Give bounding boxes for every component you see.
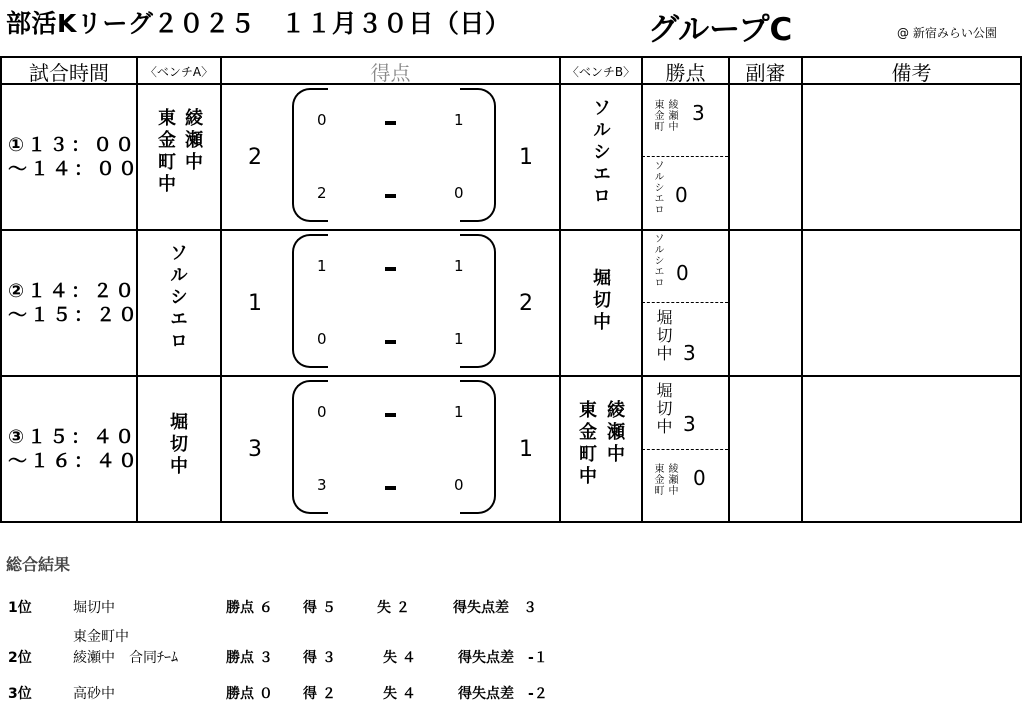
col-divider	[1020, 56, 1022, 523]
col-divider	[220, 56, 222, 523]
score-a: 1	[248, 291, 262, 316]
wp-top-points: 3	[692, 101, 705, 125]
bench-a-team: ソルシエロ	[167, 243, 188, 353]
wp-top-team	[651, 99, 663, 149]
match-start-time: ③１５：４０	[8, 426, 138, 448]
wp-bottom-points: 3	[683, 341, 696, 365]
rank-team: 堀切中	[73, 600, 115, 616]
bench-b-team	[575, 400, 598, 500]
wp-bottom-team	[651, 463, 663, 513]
rank-points: 勝点 ０	[226, 686, 273, 702]
col-divider	[728, 56, 730, 523]
wp-divider	[642, 449, 728, 450]
col-header-referee: 副審	[745, 60, 786, 85]
half2-score-b: 0	[454, 184, 464, 202]
wp-top-team: ソルシエロ	[652, 233, 663, 288]
col-divider	[641, 56, 643, 523]
score-b: 1	[519, 145, 533, 170]
match-end-time: ～１４：００	[8, 158, 141, 180]
half1-score-a: 0	[317, 403, 327, 421]
team-name-line: 綾瀬中	[604, 400, 625, 466]
col-divider	[0, 56, 2, 523]
rank-label: 1位	[8, 600, 32, 616]
half2-score-a: 0	[317, 330, 327, 348]
rank-goal-diff: 得失点差 -１	[458, 650, 548, 666]
score-a: 2	[248, 145, 262, 170]
team-name-line: 綾瀬中	[182, 108, 203, 174]
team-name-line: 東金町	[652, 99, 663, 132]
wp-bottom-team-second	[665, 463, 677, 513]
rank-goal-diff: 得失点差 -２	[458, 686, 548, 702]
page-title: 部活Kリーグ２０２５ １１月３０日（日）	[6, 9, 511, 38]
team-name-line: 綾瀬中	[666, 99, 677, 132]
rank-label: 3位	[8, 686, 32, 702]
bench-a-team: 堀切中	[167, 412, 188, 478]
rank-team-line1: 東金町中	[73, 629, 129, 645]
venue-label: @ 新宿みらい公園	[897, 26, 997, 40]
team-name-line: 東金町中	[576, 400, 597, 488]
team-name-line: 東金町中	[155, 108, 176, 196]
rank-goal-diff: 得失点差 ３	[453, 600, 537, 616]
rank-goals-for: 得 ５	[303, 600, 336, 616]
rank-label: 2位	[8, 650, 32, 666]
half1-score-b: 1	[454, 111, 464, 129]
wp-divider	[642, 156, 728, 157]
row-divider	[0, 229, 1022, 231]
half2-score-b: 1	[454, 330, 464, 348]
half1-score-b: 1	[454, 257, 464, 275]
half1-dash	[385, 121, 396, 125]
bench-b-team: 堀切中	[590, 268, 611, 334]
wp-divider	[642, 302, 728, 303]
match-end-time: ～１５：２０	[8, 304, 141, 326]
score-a: 3	[248, 437, 262, 462]
col-header-win-points: 勝点	[665, 60, 706, 85]
wp-bottom-team: 堀切中	[654, 309, 673, 363]
half2-dash	[385, 340, 396, 344]
rank-goals-for: 得 ３	[303, 650, 336, 666]
bench-a-team	[154, 108, 177, 208]
rank-team: 高砂中	[73, 686, 115, 702]
col-header-time: 試合時間	[29, 60, 109, 85]
half1-score-a: 0	[317, 111, 327, 129]
col-divider	[801, 56, 803, 523]
wp-top-team-second	[665, 99, 677, 149]
col-header-score: 得点	[370, 60, 411, 85]
wp-bottom-team: ソルシエロ	[652, 160, 663, 215]
rank-goals-for: 得 ２	[303, 686, 336, 702]
score-bracket-right	[460, 234, 496, 368]
rank-points: 勝点 ６	[226, 600, 273, 616]
rank-goals-against: 失 ４	[383, 650, 416, 666]
col-header-notes: 備考	[891, 60, 932, 85]
wp-top-points: 0	[676, 261, 689, 285]
bench-b-team: ソルシエロ	[590, 98, 611, 208]
match-start-time: ①１３：００	[8, 134, 138, 156]
half1-dash	[385, 267, 396, 271]
rank-goals-against: 失 ２	[377, 600, 410, 616]
score-bracket-right	[460, 88, 496, 222]
summary-heading: 総合結果	[6, 555, 71, 574]
half1-dash	[385, 413, 396, 417]
col-divider	[559, 56, 561, 523]
half2-score-a: 2	[317, 184, 327, 202]
half2-score-b: 0	[454, 476, 464, 494]
wp-bottom-points: 0	[693, 466, 706, 490]
col-header-bench-a: 〈ベンチA〉	[144, 64, 214, 79]
score-b: 2	[519, 291, 533, 316]
half2-dash	[385, 194, 396, 198]
row-divider	[0, 375, 1022, 377]
bench-a-team-second	[181, 108, 204, 198]
team-name-line: 綾瀬中	[666, 463, 677, 496]
match-end-time: ～１６：４０	[8, 450, 141, 472]
wp-top-team: 堀切中	[654, 382, 673, 436]
group-label: グループC	[648, 12, 793, 48]
half2-score-a: 3	[317, 476, 327, 494]
bench-b-team-second	[603, 400, 626, 490]
wp-bottom-points: 0	[675, 183, 688, 207]
half2-dash	[385, 486, 396, 490]
rank-goals-against: 失 ４	[383, 686, 416, 702]
match-start-time: ②１４：２０	[8, 280, 138, 302]
half1-score-a: 1	[317, 257, 327, 275]
rank-team: 綾瀬中 合同ﾁｰﾑ	[73, 650, 178, 666]
wp-top-points: 3	[683, 412, 696, 436]
rank-points: 勝点 ３	[226, 650, 273, 666]
table-border-bottom	[0, 521, 1022, 523]
score-b: 1	[519, 437, 533, 462]
team-name-line: 東金町	[652, 463, 663, 496]
half1-score-b: 1	[454, 403, 464, 421]
col-header-bench-b: 〈ベンチB〉	[566, 64, 636, 79]
score-bracket-right	[460, 380, 496, 514]
